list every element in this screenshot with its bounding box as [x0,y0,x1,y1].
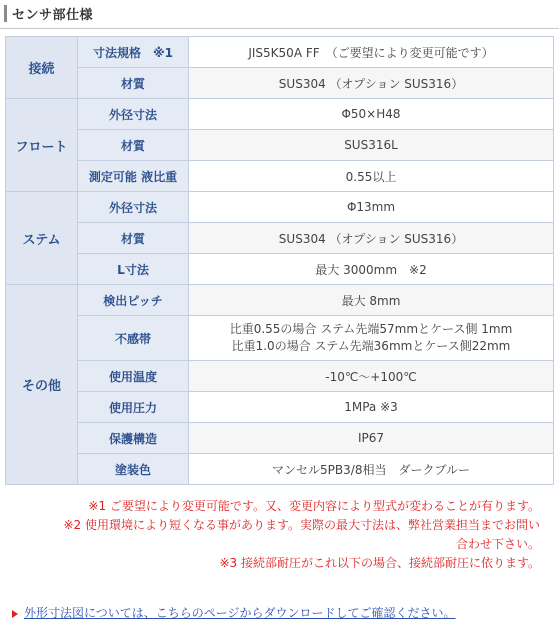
row-label: 不感帯 [78,316,189,361]
row-value: SUS304 （オプション SUS316） [189,68,554,99]
row-label: 使用温度 [78,361,189,392]
table-row [6,361,554,392]
table-row [6,223,554,254]
row-value: -10℃～+100℃ [189,361,554,392]
download-link[interactable]: 外形寸法図については、こちらのページからダウンロードしてご確認ください。 [24,606,456,620]
note-3: ※3 接続部耐圧がこれ以下の場合、接続部耐圧に依ります。 [219,556,540,570]
notes [10,497,540,573]
row-value: SUS316L [189,130,554,161]
row-label: 材質 [78,223,189,254]
row-value: IP67 [189,423,554,454]
page-title: センサ部仕様 [12,8,94,23]
row-value: 0.55以上 [189,161,554,192]
row-label: 検出ピッチ [78,285,189,316]
spec-table [5,36,554,485]
row-value: Φ13mm [189,192,554,223]
value-line: 比重0.55の場合 ステム先端57mmとケース側 1mm [229,322,513,336]
row-value: JIS5K50A FF （ご要望により変更可能です） [189,37,554,68]
table-row [6,454,554,485]
table-row [6,285,554,316]
row-value: マンセル5PB3/8相当 ダークブルー [189,454,554,485]
note-2: ※2 使用環境により短くなる事があります。実際の最大寸法は、弊社営業担当までお問い [63,518,540,532]
row-label: 外径寸法 [78,99,189,130]
table-row [6,254,554,285]
row-label: 使用圧力 [78,392,189,423]
table-row [6,316,554,361]
note-1: ※1 ご要望により変更可能です。又、変更内容により型式が変わることが有ります。 [88,499,540,513]
row-label: 保護構造 [78,423,189,454]
table-row [6,392,554,423]
download-link-row[interactable] [12,604,456,621]
arrow-right-icon [12,610,18,618]
table-row [6,192,554,223]
value-line: 比重1.0の場合 ステム先端36mmとケース側22mm [231,339,511,353]
group-label-other: その他 [6,285,78,485]
table-row [6,130,554,161]
note-2-continued: 合わせ下さい。 [455,537,540,551]
table-row [6,68,554,99]
row-label: 外径寸法 [78,192,189,223]
table-row [6,423,554,454]
row-value-multiline [189,316,554,361]
row-value: 最大 3000mm ※2 [189,254,554,285]
row-value: 1MPa ※3 [189,392,554,423]
table-row [6,161,554,192]
section-header [0,0,559,29]
row-label: 材質 [78,130,189,161]
table-row [6,37,554,68]
row-value: Φ50×H48 [189,99,554,130]
row-value: 最大 8mm [189,285,554,316]
row-label: 寸法規格 ※1 [78,37,189,68]
group-label-connection: 接続 [6,37,78,99]
table-row [6,99,554,130]
row-label: L寸法 [78,254,189,285]
group-label-float: フロート [6,99,78,192]
header-accent-bar [4,5,7,22]
group-label-stem: ステム [6,192,78,285]
row-label: 材質 [78,68,189,99]
row-label: 測定可能 液比重 [78,161,189,192]
row-label: 塗装色 [78,454,189,485]
row-value: SUS304 （オプション SUS316） [189,223,554,254]
